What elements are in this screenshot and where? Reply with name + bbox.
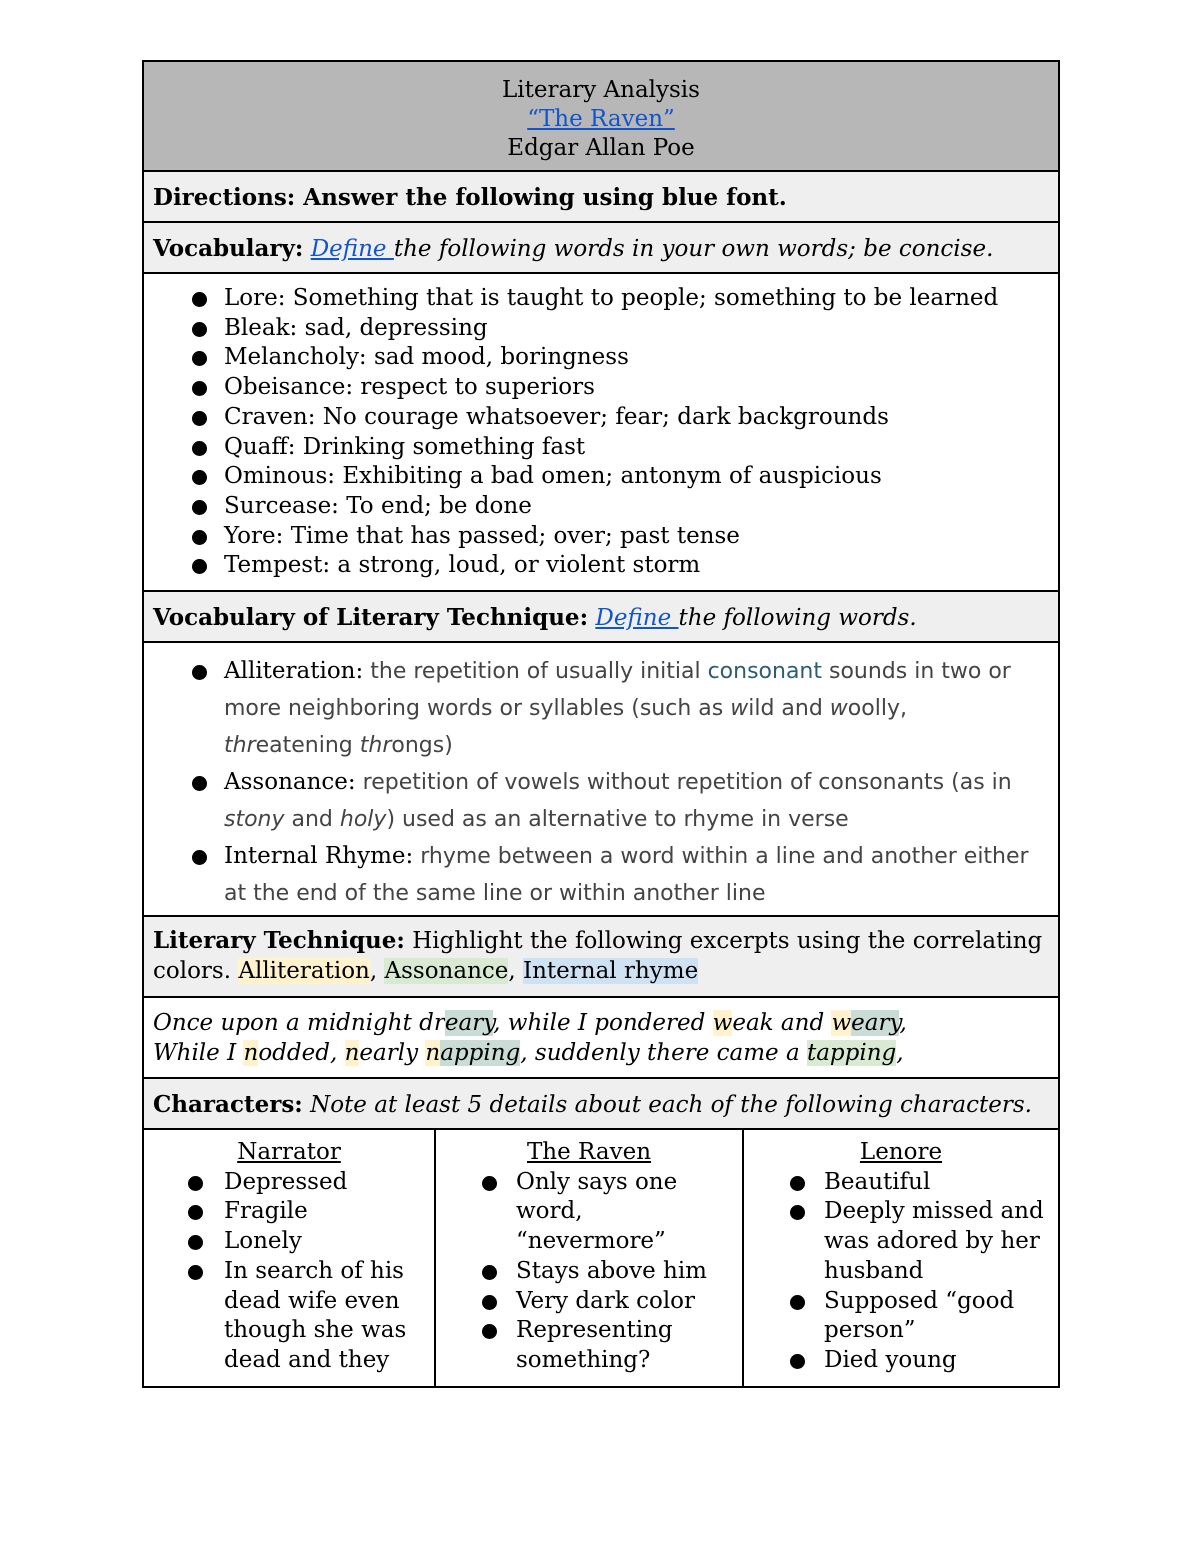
alliteration-def-b: sounds in two or more neighboring words or syllables (such as bbox=[224, 659, 1011, 721]
internal-rhyme-color-key: Internal rhyme bbox=[523, 958, 699, 984]
vocabulary-list bbox=[142, 274, 1060, 592]
excerpt-highlight: eary bbox=[444, 1010, 494, 1036]
define-link[interactable]: Define bbox=[310, 236, 394, 262]
narrator-detail-text: Fragile bbox=[224, 1198, 308, 1225]
bullet-icon bbox=[790, 1354, 805, 1369]
bullet-icon bbox=[482, 1265, 497, 1280]
bullet-icon bbox=[482, 1324, 497, 1339]
bullet-icon bbox=[188, 1205, 203, 1220]
excerpt-highlight: n bbox=[425, 1040, 441, 1066]
raven-detail bbox=[436, 1316, 742, 1375]
author: Edgar Allan Poe bbox=[507, 135, 695, 161]
vocab-text: Lore: Something that is taught to people; something to be learned bbox=[224, 285, 999, 311]
raven-detail-text: Stays above him bbox=[516, 1257, 707, 1284]
internal-rhyme-def: rhyme between a word within a line and another either at the end of the same line or within another line bbox=[224, 844, 1029, 906]
alliteration-def-a: the repetition of usually initial bbox=[363, 659, 708, 684]
lenore-detail bbox=[744, 1287, 1058, 1346]
vocabulary-heading bbox=[142, 223, 1060, 274]
vocab-item bbox=[144, 284, 1058, 314]
bullet-icon bbox=[192, 776, 207, 791]
worksheet bbox=[142, 60, 1060, 1388]
vocab-text: Craven: No courage whatsoever; fear; dark backgrounds bbox=[224, 403, 889, 430]
vocab-item bbox=[144, 462, 1058, 492]
alliteration-w3: thr bbox=[224, 733, 256, 758]
vocab-text: Obeisance: respect to superiors bbox=[224, 374, 595, 401]
narrator-title: Narrator bbox=[237, 1139, 341, 1165]
alliteration-item bbox=[144, 653, 1058, 764]
highlight-label: Literary Technique: bbox=[153, 927, 405, 954]
alliteration-w1b: ild and bbox=[748, 696, 830, 721]
excerpt-text: odded, bbox=[258, 1040, 345, 1066]
narrator-detail-text: In search of his dead wife even though she was dead and they bbox=[224, 1257, 407, 1373]
characters-heading bbox=[142, 1079, 1060, 1130]
excerpt-text: While I bbox=[153, 1040, 244, 1066]
vocab-text: Bleak: sad, depressing bbox=[224, 314, 488, 341]
excerpt-highlight: w bbox=[712, 1010, 733, 1036]
narrator-detail bbox=[144, 1227, 434, 1257]
lenore-title: Lenore bbox=[859, 1139, 943, 1165]
internal-rhyme-term: Internal Rhyme: bbox=[224, 843, 414, 869]
vocab-text: Quaff: Drinking something fast bbox=[224, 433, 586, 460]
highlight-instructions bbox=[142, 917, 1060, 998]
alliteration-w4: thr bbox=[359, 733, 392, 758]
lenore-detail-text: Supposed “good person” bbox=[824, 1287, 1015, 1344]
bullet-icon bbox=[192, 411, 207, 426]
raven-detail-text: Only says one word, “nevermore” bbox=[516, 1168, 678, 1255]
lenore-detail bbox=[744, 1197, 1058, 1286]
assonance-def-b: and bbox=[284, 807, 340, 832]
excerpt-highlight: n bbox=[243, 1040, 259, 1066]
lenore-column bbox=[744, 1130, 1058, 1386]
narrator-detail-text: Lonely bbox=[224, 1228, 302, 1255]
vocab-item bbox=[144, 403, 1058, 433]
characters-table bbox=[142, 1130, 1060, 1388]
raven-detail bbox=[436, 1257, 742, 1287]
alliteration-w1: w bbox=[730, 696, 749, 721]
excerpt-line-2 bbox=[153, 1038, 1058, 1068]
header bbox=[142, 60, 1060, 172]
lenore-detail bbox=[744, 1168, 1058, 1198]
raven-title: The Raven bbox=[526, 1139, 652, 1165]
narrator-detail bbox=[144, 1168, 434, 1198]
excerpt-text: eak and bbox=[732, 1010, 832, 1036]
bullet-icon bbox=[482, 1295, 497, 1310]
assonance-color-key: Assonance bbox=[384, 958, 509, 984]
excerpt-highlight: tapping bbox=[806, 1040, 897, 1066]
technique-vocab-heading bbox=[142, 592, 1060, 643]
assonance-term: Assonance: bbox=[224, 769, 356, 795]
bullet-icon bbox=[790, 1205, 805, 1220]
technique-definitions bbox=[142, 643, 1060, 917]
separator: , bbox=[369, 958, 385, 984]
vocab-item bbox=[144, 492, 1058, 522]
poem-title-link[interactable]: “The Raven” bbox=[527, 106, 675, 132]
excerpt-text: , bbox=[899, 1010, 907, 1036]
lenore-detail-text: Died young bbox=[824, 1346, 957, 1373]
bullet-icon bbox=[192, 559, 207, 574]
vocab-text: Surcease: To end; be done bbox=[224, 492, 532, 519]
excerpt-highlight: n bbox=[344, 1040, 360, 1066]
excerpt-text: early bbox=[359, 1040, 426, 1066]
lenore-detail-text: Beautiful bbox=[824, 1168, 931, 1195]
excerpt-highlight: eary bbox=[851, 1010, 900, 1036]
vocab-item bbox=[144, 551, 1058, 581]
bullet-icon bbox=[790, 1295, 805, 1310]
assonance-ex1: stony bbox=[224, 807, 285, 832]
alliteration-w3b: eatening bbox=[255, 733, 360, 758]
raven-detail bbox=[436, 1168, 742, 1257]
bullet-icon bbox=[192, 530, 207, 545]
vocab-text: Melancholy: sad mood, boringness bbox=[224, 344, 629, 371]
bullet-icon bbox=[188, 1265, 203, 1280]
alliteration-w2b: oolly, bbox=[847, 696, 907, 721]
bullet-icon bbox=[192, 441, 207, 456]
excerpt-text: , suddenly there came a bbox=[520, 1040, 807, 1066]
bullet-icon bbox=[192, 292, 207, 307]
bullet-icon bbox=[192, 470, 207, 485]
bullet-icon bbox=[790, 1176, 805, 1191]
lenore-detail-text: Deeply missed and was adored by her husband bbox=[824, 1198, 1044, 1284]
excerpt-text: , while I pondered bbox=[493, 1010, 713, 1036]
vocabulary-label: Vocabulary: bbox=[153, 235, 304, 262]
raven-detail-text: Representing something? bbox=[516, 1317, 673, 1373]
bullet-icon bbox=[192, 665, 207, 680]
bullet-icon bbox=[482, 1176, 497, 1191]
assonance-item bbox=[144, 764, 1058, 838]
narrator-column bbox=[144, 1130, 436, 1386]
excerpt-highlight: w bbox=[831, 1010, 852, 1036]
internal-rhyme-item bbox=[144, 838, 1058, 912]
excerpt-highlight: apping bbox=[440, 1040, 521, 1066]
raven-detail bbox=[436, 1287, 742, 1317]
assonance-def-a: repetition of vowels without repetition of consonants (as in bbox=[355, 770, 1012, 795]
vocab-item bbox=[144, 343, 1058, 373]
excerpt-line-1 bbox=[153, 1008, 1058, 1038]
vocab-item bbox=[144, 433, 1058, 463]
characters-label: Characters: bbox=[153, 1091, 303, 1118]
directions: Directions: Answer the following using blue font. bbox=[142, 172, 1060, 223]
vocabulary-instruction: the following words in your own words; be concise. bbox=[393, 236, 994, 262]
consonant-link[interactable]: consonant bbox=[707, 659, 822, 684]
bullet-icon bbox=[192, 351, 207, 366]
excerpt-text: , bbox=[896, 1040, 904, 1066]
bullet-icon bbox=[188, 1176, 203, 1191]
excerpt-text: Once upon a midnight dr bbox=[153, 1010, 445, 1036]
bullet-icon bbox=[192, 381, 207, 396]
raven-detail-text: Very dark color bbox=[516, 1287, 696, 1314]
alliteration-w2: w bbox=[829, 696, 848, 721]
raven-column bbox=[436, 1130, 744, 1386]
alliteration-color-key: Alliteration bbox=[238, 958, 370, 984]
technique-vocab-instruction: the following words. bbox=[678, 605, 917, 631]
technique-vocab-label: Vocabulary of Literary Technique: bbox=[153, 604, 589, 631]
characters-instruction: Note at least 5 details about each of the following characters. bbox=[302, 1092, 1032, 1118]
vocab-text: Tempest: a strong, loud, or violent storm bbox=[224, 552, 701, 579]
narrator-detail bbox=[144, 1197, 434, 1227]
define-link-2[interactable]: Define bbox=[595, 605, 679, 631]
bullet-icon bbox=[192, 500, 207, 515]
narrator-detail bbox=[144, 1257, 434, 1376]
alliteration-term: Alliteration: bbox=[224, 658, 364, 684]
vocab-item bbox=[144, 373, 1058, 403]
assonance-ex2: holy bbox=[339, 807, 387, 832]
vocab-item bbox=[144, 314, 1058, 344]
alliteration-w4b: ongs) bbox=[391, 733, 453, 758]
worksheet-title: Literary Analysis bbox=[502, 77, 700, 103]
separator: , bbox=[508, 958, 524, 984]
bullet-icon bbox=[188, 1235, 203, 1250]
vocab-text: Ominous: Exhibiting a bad omen; antonym of auspicious bbox=[224, 463, 882, 490]
narrator-detail-text: Depressed bbox=[224, 1168, 348, 1195]
vocab-text: Yore: Time that has passed; over; past tense bbox=[224, 522, 740, 549]
bullet-icon bbox=[192, 850, 207, 865]
poem-excerpt bbox=[142, 998, 1060, 1079]
lenore-detail bbox=[744, 1346, 1058, 1376]
highlight-instruction: Highlight the following excerpts using the correlating colors. bbox=[153, 928, 1043, 984]
vocab-item bbox=[144, 522, 1058, 552]
assonance-def-c: ) used as an alternative to rhyme in verse bbox=[386, 807, 849, 832]
bullet-icon bbox=[192, 322, 207, 337]
